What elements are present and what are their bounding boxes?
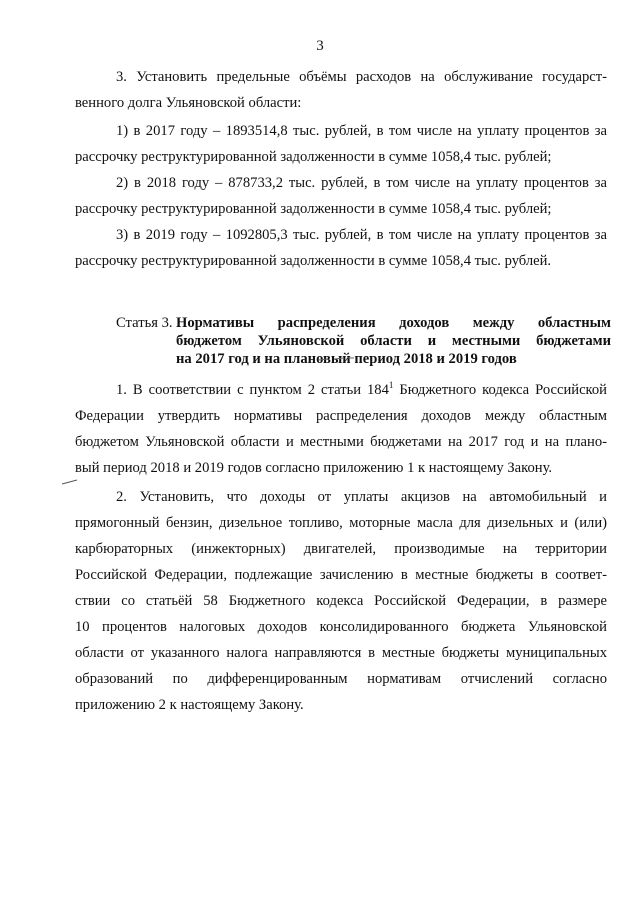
article-title-line-3: на 2017 год и на плановый период 2018 и 2019 годов — [176, 351, 517, 367]
scan-mark — [316, 356, 356, 362]
para-2-line-6: 10 процентов налоговых доходов консолидированного бюджета Ульяновской — [75, 619, 607, 635]
item-3-line-1: 3) в 2019 году – 1092805,3 тыс. рублей, в том числе на уплату процентов за — [116, 227, 607, 243]
para-2-line-5: ствии со статьёй 58 Бюджетного кодекса Российской Федерации, в размере — [75, 593, 607, 609]
para-1-line-3: бюджетом Ульяновской области и местными бюджетами на 2017 год и на плано- — [75, 434, 607, 450]
item-1-line-1: 1) в 2017 году – 1893514,8 тыс. рублей, в том числе на уплату процентов за — [116, 123, 607, 139]
para-2-line-8: образований по дифференцированным нормативам отчислений согласно — [75, 671, 607, 687]
scan-mark — [60, 478, 80, 486]
item-1-line-2: рассрочку реструктурированной задолженности в сумме 1058,4 тыс. рублей; — [75, 149, 552, 165]
article-label: Статья 3. — [116, 315, 173, 331]
section-3-intro-line-2: венного долга Ульяновской области: — [75, 95, 302, 111]
item-3-line-2: рассрочку реструктурированной задолженности в сумме 1058,4 тыс. рублей. — [75, 253, 552, 269]
para-2-line-1: 2. Установить, что доходы от уплаты акцизов на автомобильный и — [116, 489, 607, 505]
para-1-line-1-tail: Бюджетного кодекса Российской — [393, 382, 607, 398]
section-3-intro-line-1: 3. Установить предельные объёмы расходов на обслуживание государст- — [116, 69, 607, 85]
para-2-line-4: Российской Федерации, подлежащие зачислению в местные бюджеты в соответ- — [75, 567, 607, 583]
para-2-line-3: карбюраторных (инжекторных) двигателей, производимые на территории — [75, 541, 607, 557]
para-2-line-2: прямогонный бензин, дизельное топливо, моторные масла для дизельных и (или) — [75, 515, 607, 531]
para-1-line-1 — [116, 381, 607, 399]
item-2-line-1: 2) в 2018 году – 878733,2 тыс. рублей, в том числе на уплату процентов за — [116, 175, 607, 191]
para-2-line-7: области от указанного налога направляются в местные бюджеты муниципальных — [75, 645, 607, 661]
para-1-line-2: Федерации утвердить нормативы распределения доходов между областным — [75, 408, 607, 424]
article-title-line-1: Нормативы распределения доходов между областным — [176, 315, 611, 331]
para-2-line-9: приложению 2 к настоящему Закону. — [75, 697, 304, 713]
para-1-line-4: вый период 2018 и 2019 годов согласно приложению 1 к настоящему Закону. — [75, 460, 553, 476]
page-number: 3 — [316, 38, 324, 54]
para-1-line-1-text: 1. В соответствии с пунктом 2 статьи 184 — [116, 382, 389, 398]
article-title-line-2: бюджетом Ульяновской области и местными бюджетами — [176, 333, 611, 349]
item-2-line-2: рассрочку реструктурированной задолженности в сумме 1058,4 тыс. рублей; — [75, 201, 552, 217]
superscript: 1 — [388, 380, 394, 391]
